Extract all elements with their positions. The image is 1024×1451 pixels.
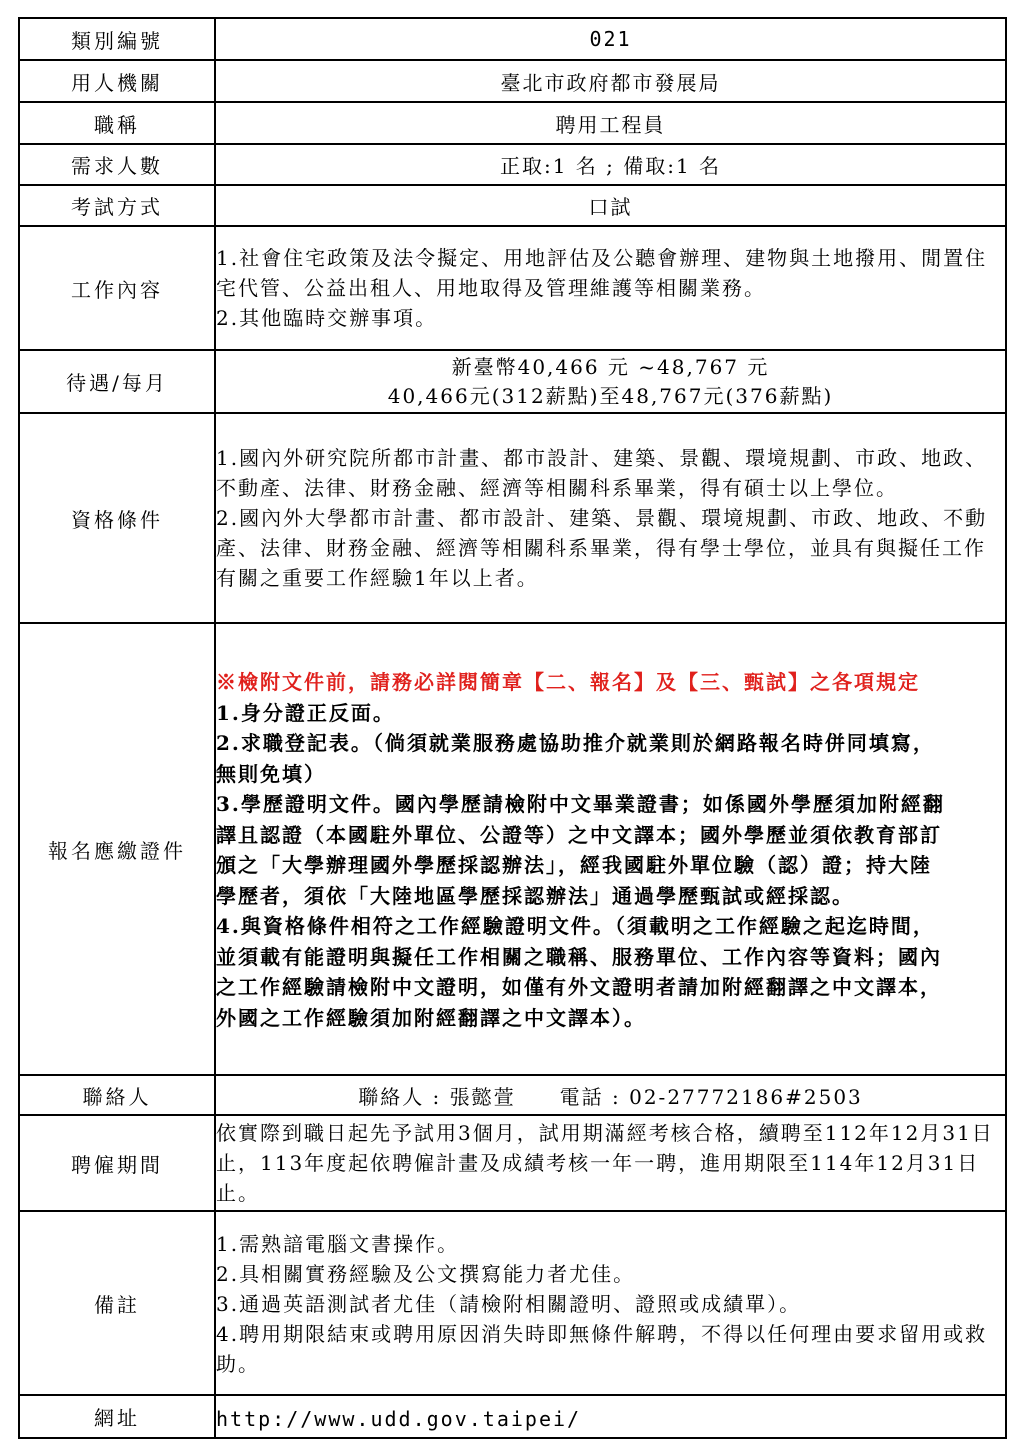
period-text: 依實際到職日起先予試用3個月，試用期滿經考核合格，續聘至112年12月31日止，113年度起依聘僱計畫及成績考核一年一聘，進用期限至114年12月31日止。 (216, 1121, 994, 1205)
document-item: 1.身分證正反面。 (216, 700, 395, 725)
remark-item: 3.通過英語測試者尤佳（請檢附相關證明、證照或成績單）。 (216, 1292, 802, 1316)
duties-value (215, 226, 1006, 350)
period-value (215, 1115, 1006, 1211)
row-website (19, 1395, 1006, 1438)
contact-value: 聯絡人 : 張懿萱 電話 : 02-27772186#2503 (215, 1075, 1006, 1115)
row-period (19, 1115, 1006, 1211)
salary-line1: 新臺幣40,466 元 ~48,767 元 (451, 354, 770, 379)
duties-label: 工作內容 (19, 226, 215, 350)
salary-label: 待遇/每月 (19, 350, 215, 413)
documents-value (215, 623, 1006, 1075)
contact-label: 聯絡人 (19, 1075, 215, 1115)
agency-label: 用人機關 (19, 60, 215, 102)
row-agency (19, 60, 1006, 102)
row-salary (19, 350, 1006, 413)
qualifications-value (215, 413, 1006, 623)
title-value: 聘用工程員 (215, 102, 1006, 144)
remarks-value (215, 1211, 1006, 1395)
row-remarks (19, 1211, 1006, 1395)
row-exam (19, 185, 1006, 226)
document-item: 2.求職登記表。（倘須就業服務處協助推介就業則於網路報名時併同填寫，無則免填） (216, 731, 935, 786)
duties-item: 1.社會住宅政策及法令擬定、用地評估及公聽會辦理、建物與土地撥用、閒置住宅代管、公益出租人、用地取得及管理維護等相關業務。 (216, 246, 988, 300)
exam-value: 口試 (215, 185, 1006, 226)
agency-value: 臺北市政府都市發展局 (215, 60, 1006, 102)
documents-label: 報名應繳證件 (19, 623, 215, 1075)
salary-value (215, 350, 1006, 413)
website-label: 網址 (19, 1395, 215, 1438)
category-value: 021 (215, 18, 1006, 60)
category-label: 類別編號 (19, 18, 215, 60)
website-link[interactable]: http://www.udd.gov.taipei/ (215, 1395, 1006, 1438)
row-qualifications (19, 413, 1006, 623)
headcount-label: 需求人數 (19, 144, 215, 185)
duties-item: 2.其他臨時交辦事項。 (216, 306, 438, 330)
row-headcount (19, 144, 1006, 185)
remark-item: 2.具相關實務經驗及公文撰寫能力者尤佳。 (216, 1262, 636, 1286)
documents-warning: ※檢附文件前，請務必詳閱簡章【二、報名】及【三、甄試】之各項規定 (216, 670, 920, 694)
document-item: 3.學歷證明文件。國內學歷請檢附中文畢業證書；如係國外學歷須加附經翻譯且認證（本國駐外單位、公證等）之中文譯本；國外學歷並須依教育部訂頒之「大學辦理國外學歷採認辦法」，經我國駐外單位驗（認）證；持大陸學歷者，須依「大陸地區學歷採認辦法」通過學歷甄試或經採認。 (216, 792, 945, 908)
document-item: 4.與資格條件相符之工作經驗證明文件。（須載明之工作經驗之起迄時間，並須載有能證明與擬任工作相關之職稱、服務單位、工作內容等資料；國內之工作經驗請檢附中文證明，如僅有外文證明者請加附經翻譯之中文譯本，外國之工作經驗須加附經翻譯之中文譯本）。 (216, 914, 942, 1030)
job-posting-table (18, 17, 1007, 1439)
remarks-label: 備註 (19, 1211, 215, 1395)
exam-label: 考試方式 (19, 185, 215, 226)
salary-line2: 40,466元(312薪點)至48,767元(376薪點) (387, 383, 834, 408)
row-category (19, 18, 1006, 60)
qualification-item: 2.國內外大學都市計畫、都市設計、建築、景觀、環境規劃、市政、地政、不動產、法律、財務金融、經濟等相關科系畢業，得有學士學位，並具有與擬任工作有關之重要工作經驗1年以上者。 (216, 506, 988, 590)
remark-item: 4.聘用期限結束或聘用原因消失時即無條件解聘，不得以任何理由要求留用或救助。 (216, 1322, 988, 1376)
row-documents (19, 623, 1006, 1075)
row-title (19, 102, 1006, 144)
period-label: 聘僱期間 (19, 1115, 215, 1211)
qualifications-label: 資格條件 (19, 413, 215, 623)
row-duties (19, 226, 1006, 350)
remark-item: 1.需熟諳電腦文書操作。 (216, 1232, 460, 1256)
qualification-item: 1.國內外研究院所都市計畫、都市設計、建築、景觀、環境規劃、市政、地政、不動產、法律、財務金融、經濟等相關科系畢業，得有碩士以上學位。 (216, 446, 988, 500)
title-label: 職稱 (19, 102, 215, 144)
headcount-value: 正取:1 名 ; 備取:1 名 (215, 144, 1006, 185)
row-contact (19, 1075, 1006, 1115)
